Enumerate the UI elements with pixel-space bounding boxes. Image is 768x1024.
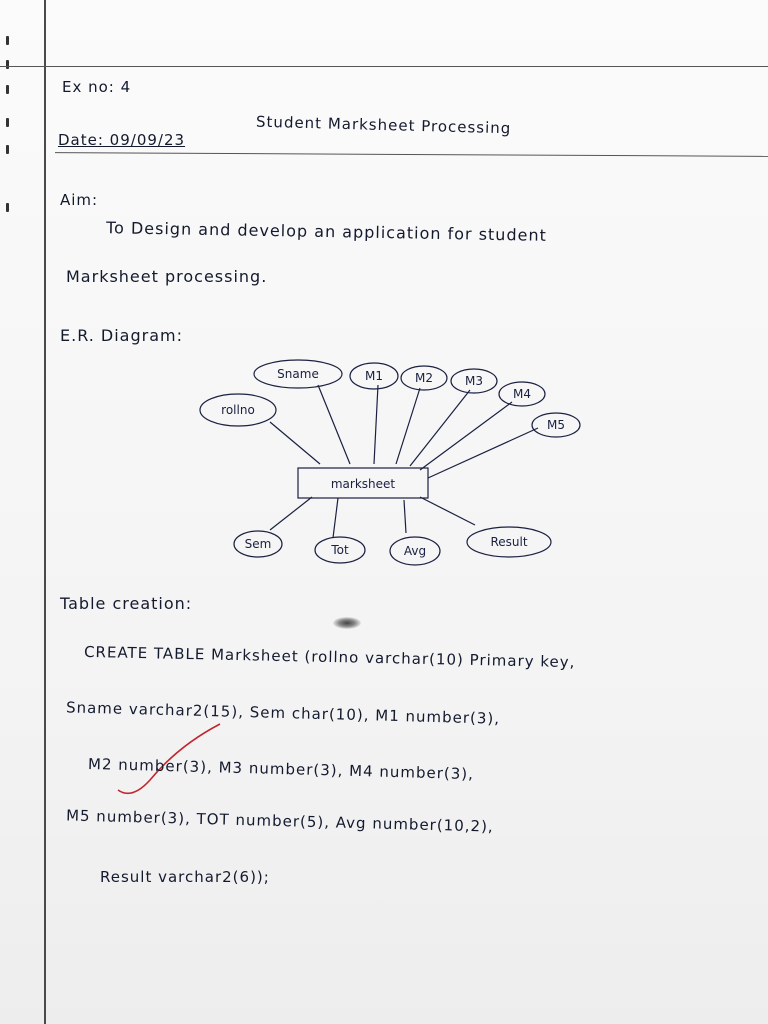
attr-label: M4	[513, 387, 531, 401]
attr-label: Sem	[244, 537, 272, 551]
table-heading: Table creation:	[60, 594, 193, 613]
connector-tot	[333, 498, 338, 538]
attr-label: M1	[365, 369, 383, 383]
er-heading: E.R. Diagram:	[60, 326, 183, 345]
exercise-number: Ex no: 4	[62, 78, 132, 96]
sql-line-2: Sname varchar2(15), Sem char(10), M1 number(3),	[65, 698, 501, 728]
attr-label: Sname	[277, 367, 319, 381]
connector-m1	[374, 385, 378, 464]
attr-label: Tot	[331, 543, 349, 557]
aim-line-2: Marksheet processing.	[66, 267, 268, 286]
sql-line-1: CREATE TABLE Marksheet (rollno varchar(10) Primary key,	[83, 642, 576, 672]
connector-avg	[404, 500, 406, 533]
ink-smudge	[333, 617, 361, 629]
connector-sem	[270, 497, 312, 530]
connector-m2	[396, 388, 420, 464]
sql-line-4: M5 number(3), TOT number(5), Avg number(10,2),	[65, 806, 494, 836]
sql-line-5: Result varchar2(6));	[100, 868, 270, 886]
date-label: Date: 09/09/23	[58, 131, 186, 149]
attr-label: M3	[465, 374, 483, 388]
connector-sname	[318, 385, 350, 464]
attr-label: rollno	[221, 403, 255, 417]
entity-label: marksheet	[330, 477, 396, 491]
aim-line-1: To Design and develop an application for student	[105, 218, 547, 245]
page-title: Student Marksheet Processing	[255, 112, 512, 138]
connector-m5	[428, 428, 538, 478]
attr-label: M5	[547, 418, 565, 432]
connector-result	[420, 497, 475, 525]
attr-label: M2	[415, 371, 433, 385]
connector-rollno	[270, 422, 320, 464]
sql-line-3: M2 number(3), M3 number(3), M4 number(3),	[87, 754, 475, 784]
attr-label: Result	[490, 535, 528, 549]
aim-heading: Aim:	[60, 191, 99, 209]
attr-label: Avg	[403, 544, 427, 558]
